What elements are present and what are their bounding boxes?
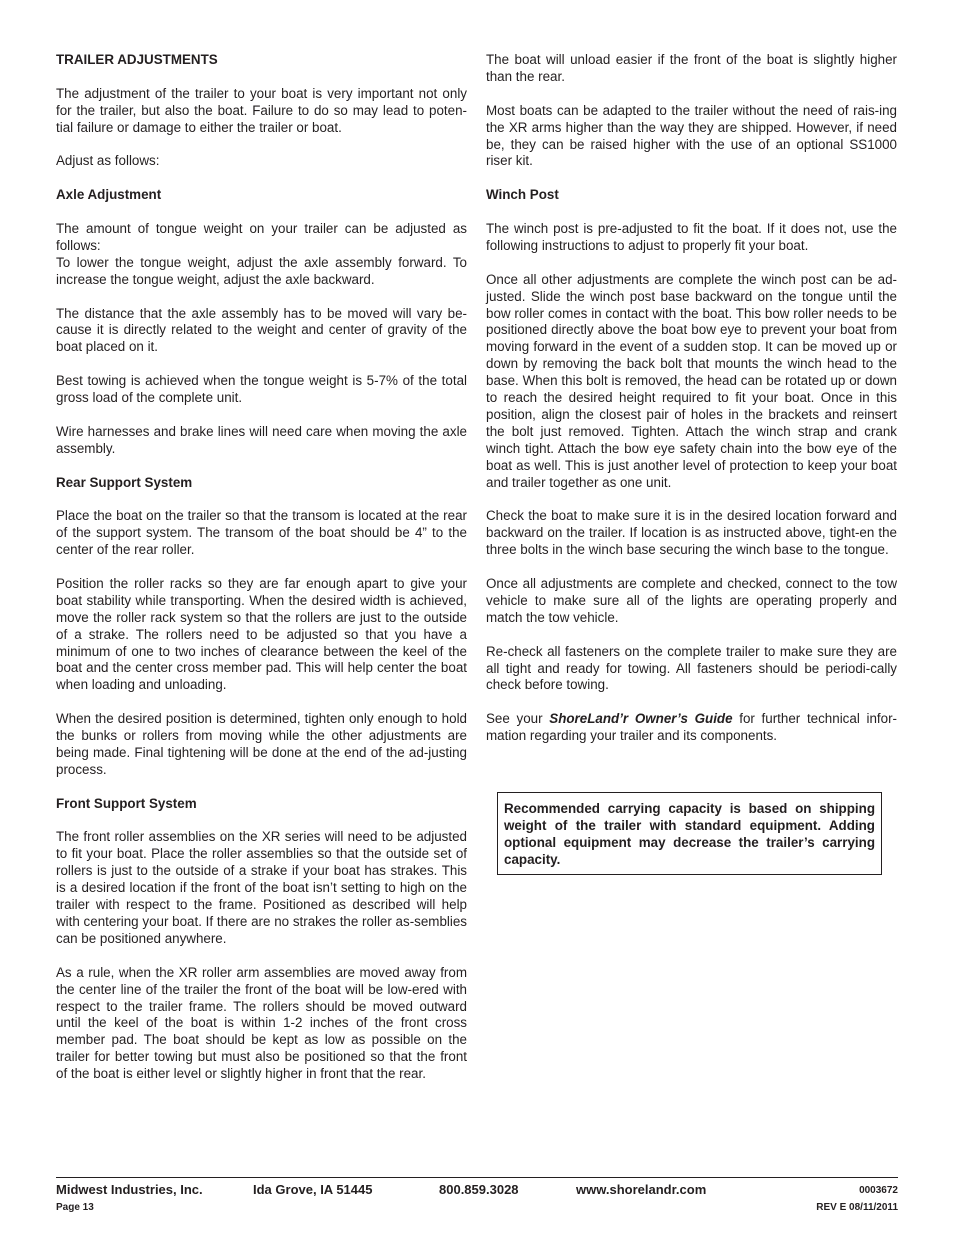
heading-winch-post: Winch Post (486, 187, 559, 203)
guide-suffix-text: for further technical infor-mation regarding your trailer and its components. (486, 711, 897, 744)
guide-prefix-text: See your (486, 711, 550, 727)
right-column (486, 52, 897, 762)
axle-paragraph-3: The distance that the axle assembly has to be moved will vary be-cause it is directly related to the weight and center of gravity of the boat placed on it. (56, 305, 467, 355)
footer-city: Ida Grove, IA 51445 (253, 1182, 373, 1197)
heading-front-support-system: Front Support System (56, 795, 197, 811)
footer-doc-number: 0003672 (859, 1185, 898, 1196)
rear-paragraph-2: Position the roller racks so they are far enough apart to give your boat stability while transporting. When the desired width is achieved, move the roller rack system so that the rollers are just to the outside of a strake. The rollers need to be adjusted so that you have a minimum of one to two inches of clearance between the keel of the boat and the center cross member pad. This will help center the boat when loading and unloading. (56, 575, 467, 693)
rear-paragraph-1: Place the boat on the trailer so that the transom is located at the rear of the support system. The transom of the boat should be 4” to the center of the rear roller. (56, 508, 467, 558)
front-paragraph-2: As a rule, when the XR roller arm assemblies are moved away from the center line of the trailer the front of the boat will be low-ered with respect to the trailer frame. The rollers should be moved outward until the keel of the boat is within 1-2 inches of the front cross member pad. The boat should be kept as low as possible on the trailer for better towing but must also be positioned so that the front of the boat is either level or slightly higher in front that the rear. (56, 964, 467, 1082)
winch-paragraph-3: Check the boat to make sure it is in the desired location forward and backward on the trailer. If location is as instructed above, tight-en the three bolts in the winch base securing the winch base to the tongue. (486, 508, 897, 558)
footer-revision: REV E 08/11/2011 (816, 1202, 898, 1213)
section-title-trailer-adjustments: TRAILER ADJUSTMENTS (56, 52, 218, 67)
front-paragraph-1: The front roller assemblies on the XR series will need to be adjusted to fit your boat. Place the roller assemblies so that the outside set of rollers is just to the outside of a strake if your boat has strakes. This is a desired location if the front of the boat isn’t setting to high on the trailer with respect to the frame. Positioned as described will help with centering your boat. If there are no strakes the roller as-semblies can be positioned anywhere. (56, 829, 467, 946)
rear-paragraph-3: When the desired position is determined, tighten only enough to hold the bunks or rollers from moving while the other adjustments are being made. Final tightening will be done at the end of the ad-justing process. (56, 711, 467, 777)
right-paragraph-1: The boat will unload easier if the front of the boat is slightly higher than the rear. (486, 52, 897, 84)
right-paragraph-2: Most boats can be adapted to the trailer without the need of rais-ing the XR arms higher than the way they are shipped. However, if need be, they can be raised higher with the use of an optional SS1000 riser kit. (486, 102, 897, 169)
heading-rear-support-system: Rear Support System (56, 474, 193, 490)
winch-paragraph-4: Once all adjustments are complete and checked, connect to the tow vehicle to make sure all of the lights are operating properly and match the tow vehicle. (486, 576, 897, 625)
heading-axle-adjustment: Axle Adjustment (56, 187, 162, 203)
winch-paragraph-2: Once all other adjustments are complete the winch post can be ad-justed. Slide the winch post base backward on the tongue until the bow roller comes in contact with the boat. This bow roller needs to be positioned directly above the boat bow eye to prevent your boat from moving forward in the event of a sudden stop. It can be moved up or down by removing the back bolt that mounts the winch head to the base. When this bolt is removed, the head can be rotated up or down to reach the desired height required to fit your boat. Once in this position, align the closest pair of holes in the brackets and reinsert the bolt just removed. Tighten. Attach the winch strap and crank winch tight. Attach the bow eye safety chain into the bow eye of the boat as well. This is just another level of protection to keep your boat and trailer together as one unit. (486, 271, 897, 490)
intro-paragraph: The adjustment of the trailer to your boat is very important not only for the trailer, but also the boat. Failure to do so may lead to poten-tial failure or damage to either the trailer or boat. (56, 85, 467, 135)
footer-page-number: Page 13 (56, 1202, 94, 1213)
footer-phone: 800.859.3028 (439, 1182, 519, 1197)
owners-guide-title: ShoreLand’r Owner’s Guide (549, 711, 733, 727)
winch-paragraph-5: Re-check all fasteners on the complete trailer to make sure they are all tight and ready for towing. All fasteners should be periodi-cally check before towing. (486, 643, 897, 693)
axle-paragraph-4: Best towing is achieved when the tongue weight is 5-7% of the total gross load of the complete unit. (56, 373, 467, 406)
axle-paragraph-5: Wire harnesses and brake lines will need care when moving the axle assembly. (56, 423, 467, 456)
left-column (56, 52, 467, 1100)
axle-paragraph-2: To lower the tongue weight, adjust the axle assembly forward. To increase the tongue weight, adjust the axle backward. (56, 254, 467, 287)
footer-company: Midwest Industries, Inc. (56, 1182, 203, 1197)
footer-website: www.shorelandr.com (576, 1182, 707, 1197)
footer-divider (56, 1177, 898, 1178)
adjust-as-follows: Adjust as follows: (56, 153, 160, 169)
winch-paragraph-1: The winch post is pre-adjusted to fit the boat. If it does not, use the following instructions to adjust to properly fit your boat. (486, 221, 897, 253)
axle-paragraph-1: The amount of tongue weight on your trailer can be adjusted as follows: (56, 221, 467, 253)
owners-guide-reference (486, 711, 897, 745)
capacity-notice-text: Recommended carrying capacity is based on shipping weight of the trailer with standard equipment. Adding optional equipment may decrease the trailer’s carrying capacity. (504, 801, 875, 867)
capacity-notice-box (497, 792, 882, 875)
